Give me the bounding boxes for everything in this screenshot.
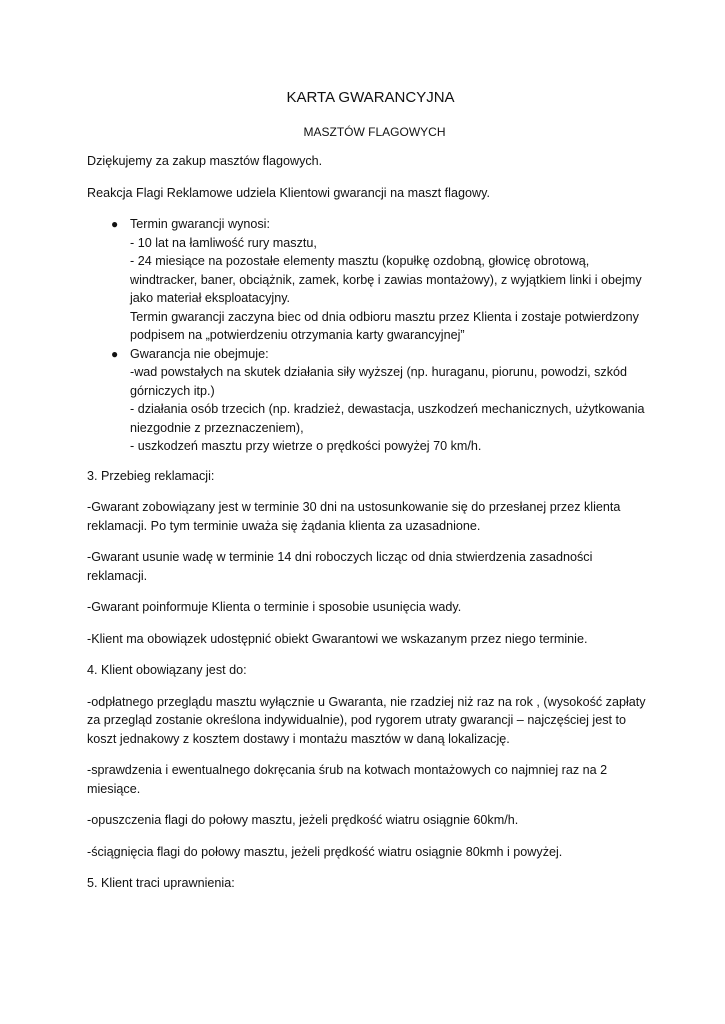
bullet-icon: ● — [111, 346, 119, 361]
section-heading-complaints: 3. Przebieg reklamacji: — [87, 468, 215, 483]
bolt-check-paragraph: -sprawdzenia i ewentualnego dokręcania śrub na kotwach montażowych co najmniej raz na 2 miesiące. — [87, 763, 608, 796]
list-line: górniczych itp.) — [130, 383, 215, 398]
list-line: niezgodnie z przeznaczeniem), — [130, 420, 304, 435]
warranty-intro-paragraph: Reakcja Flagi Reklamowe udziela Klientowi gwarancji na maszt flagowy. — [87, 185, 490, 200]
list-line: Termin gwarancji wynosi: — [130, 217, 270, 231]
document-title: KARTA GWARANCYJNA — [286, 89, 455, 106]
bullet-icon: ● — [111, 217, 119, 231]
warranty-exclusions-item — [87, 345, 647, 456]
list-line: Termin gwarancji zaczyna biec od dnia odbioru masztu przez Klienta i zostaje potwierdzony — [130, 309, 639, 324]
list-line: podpisem na „potwierdzeniu otrzymania karty gwarancyjnej” — [130, 328, 465, 342]
list-line: - 24 miesiące na pozostałe elementy masztu (kopułkę ozdobną, głowicę obrotową, — [130, 254, 590, 268]
document-subtitle: MASZTÓW FLAGOWYCH — [303, 125, 446, 139]
warranty-terms-list — [87, 215, 647, 456]
list-line: - 10 lat na łamliwość rury masztu, — [130, 235, 317, 250]
section-heading-loss-of-rights: 5. Klient traci uprawnienia: — [87, 876, 235, 890]
lower-flag-paragraph: -opuszczenia flagi do połowy masztu, jeżeli prędkość wiatru osiągnie 60km/h. — [87, 813, 519, 827]
list-line: Gwarancja nie obejmuje: — [130, 346, 269, 361]
inspection-paragraph: -odpłatnego przeglądu masztu wyłącznie u Gwaranta, nie rzadziej niż raz na rok , (wysokość zapłaty za przegląd zostanie określona indywidualnie), pod rygorem utraty gwarancji – najczęściej jest to koszt jednakowy z kosztem dostawy i montażu masztów w daną lokalizację. — [87, 694, 646, 746]
list-line: jako materiał eksploatacyjny. — [130, 291, 291, 305]
client-access-paragraph: -Klient ma obowiązek udostępnić obiekt Gwarantowi we wskazanym przez niego terminie. — [87, 631, 588, 646]
document-body — [87, 152, 647, 906]
list-line: - uszkodzeń masztu przy wietrze o prędkości powyżej 70 km/h. — [130, 439, 482, 453]
inform-client-paragraph: -Gwarant poinformuje Klienta o terminie i sposobie usunięcia wady. — [87, 600, 462, 614]
warranty-period-item — [87, 215, 647, 345]
complaint-response-paragraph: -Gwarant zobowiązany jest w terminie 30 dni na ustosunkowanie się do przesłanej przez klienta reklamacji. Po tym terminie uważa się żądania klienta za uzasadnione. — [87, 500, 621, 533]
thanks-paragraph: Dziękujemy za zakup masztów flagowych. — [87, 154, 323, 168]
remove-flag-paragraph: -ściągnięcia flagi do połowy masztu, jeżeli prędkość wiatru osiągnie 80kmh i powyżej. — [87, 844, 563, 859]
section-heading-client-obligations: 4. Klient obowiązany jest do: — [87, 663, 247, 677]
list-line: -wad powstałych na skutek działania siły wyższej (np. huraganu, piorunu, powodzi, szkód — [130, 365, 628, 379]
list-line: - działania osób trzecich (np. kradzież, dewastacja, uszkodzeń mechanicznych, użytkowania — [130, 402, 645, 416]
defect-repair-paragraph: -Gwarant usunie wadę w terminie 14 dni roboczych licząc od dnia stwierdzenia zasadności reklamacji. — [87, 550, 593, 583]
list-line: windtracker, baner, obciążnik, zamek, korbę i zawias montażowy), z wyjątkiem linki i obejmy — [130, 272, 642, 287]
